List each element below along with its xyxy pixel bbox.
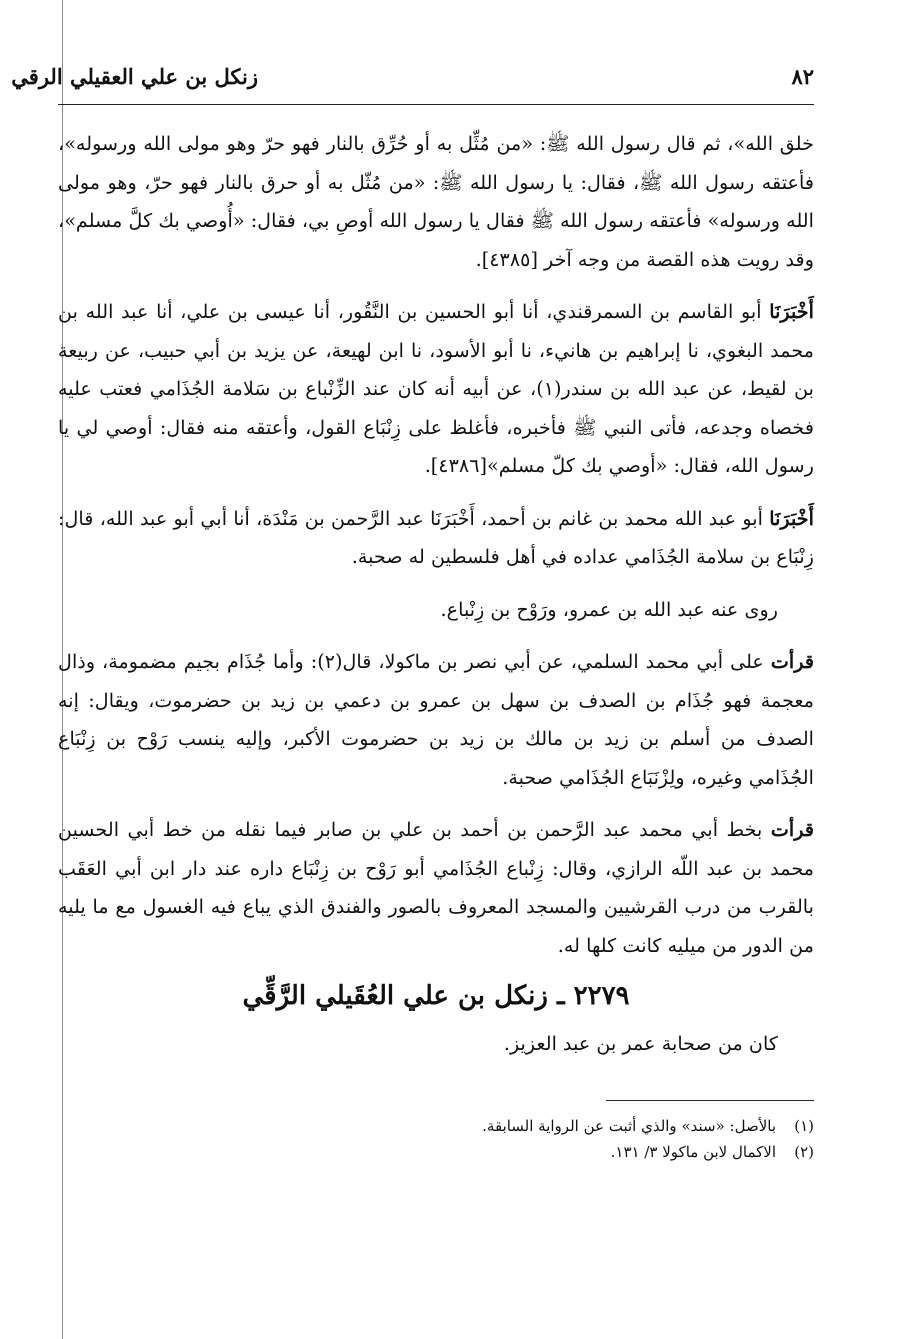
footnote-number: (٢) [794,1143,814,1161]
paragraph-3 [58,500,814,577]
paragraph-5 [58,643,814,797]
paragraph-text: بخط أبي محمد عبد الرَّحمن بن أحمد بن علي بن صابر فيما نقله من خط أبي الحسين محمد بن عبد اللّه الرازي، وقال: زِنْباع الجُذَامي أبو رَوْح بن زِنْبَاع داره عند دار ابن أبي العَقَب بالقرب من درب القرشيين والمسجد المعروف بالصور والفندق الذي يباع فيه الغسول مع ما يليه من الدور من ميليه كانت كلها له. [58,818,814,957]
paragraph-6 [58,811,814,965]
page-header [11,52,814,105]
main-text [58,125,814,1064]
footnote-1 [58,1113,814,1139]
entry-heading: ٢٢٧٩ ـ زنكل بن علي العُقَيلي الرَّقِّي [242,981,630,1011]
paragraph-4 [58,591,814,630]
footnote-divider [606,1100,814,1102]
paragraph-lead: قرأت [770,650,814,673]
paragraph-text: على أبي محمد السلمي، عن أبي نصر بن ماكولا، قال(٢): وأما جُذَام بجيم مضمومة، وذال معجمة فهو جُذَام بن الصدف بن سهل بن عمرو بن دعمي بن زيد بن حضرموت، ويقال: إنه الصدف من أسلم بن زيد بن مالك بن زيد بن حضرموت الأكبر، وإليه ينسب رَوْح بن زِنْبَاع الجُذَامي وغيره، ولِزْنَبَاع الجُذَامي صحبة. [58,650,814,789]
paragraph-text: خلق الله»، ثم قال رسول الله ﷺ: «من مُثِّل به أو حُرِّق بالنار فهو حرّ وهو مولى الله ورسوله»، فأعتقه رسول الله ﷺ، فقال: يا رسول الله ﷺ: «من مُثّل به أو حرق بالنار فهو حرّ، وهو مولى الله ورسوله» فأعتقه رسول الله ﷺ فقال يا رسول الله أوصِ بي، فقال: «أُوصي بك كلَّ مسلم»، وقد رويت هذه القصة من وجه آخر [٤٣٨٥]. [58,132,814,271]
footnotes [58,1113,814,1165]
paragraph-lead: قرأت [770,818,814,841]
entry-paragraph: كان من صحابة عمر بن عبد العزيز. [503,1032,778,1055]
paragraph-text: روى عنه عبد الله بن عمرو، ورَوْح بن زِنْباع. [440,597,778,621]
footnote-number: (١) [794,1117,814,1135]
page-number: ٨٢ [791,64,814,89]
footnote-text: الاكمال لابن ماكولا ٣/ ١٣١. [610,1143,776,1161]
book-page [11,52,815,1312]
paragraph-text: أبو القاسم بن السمرقندي، أنا أبو الحسين بن النَّقُور، أنا عيسى بن علي، أنا عبد الله بن محمد البغوي، نا إبراهيم بن هانيء، نا أبو الأسود، نا ابن لهيعة، عن يزيد بن أبي حبيب، عن ربيعة بن لقيط، عن عبد الله بن سندر(١)، عن أبيه أنه كان عند الزِّنْباع بن سَلامة الجُذَامي فعتب عليه فخصاه وجدعه، فأتى النبي ﷺ فأخبره، فأغلظ على زِنْبَاع القول، وأعتقه منه فقال: أوصي لي يا رسول الله، فقال: «أوصي بك كلّ مسلم»[٤٣٨٦]. [58,300,815,477]
paragraph-2 [58,293,814,486]
paragraph-1 [58,125,814,279]
footnote-2 [58,1139,814,1165]
paragraph-text: أبو عبد الله محمد بن غانم بن أحمد، أَخْبَرَنَا عبد الرَّحمن بن مَنْدَة، أنا أبي أبو عبد الله، قال: زِنْبَاع بن سلامة الجُذَامي عداده في أهل فلسطين له صحبة. [58,506,814,568]
paragraph-lead: أَخْبَرَنَا [769,300,814,323]
running-title: زنكل بن علي العقيلي الرقي [11,64,258,89]
paragraph-lead: أَخْبَرَنَا [769,506,814,530]
footnote-text: بالأصل: «سند» والذي أثبت عن الرواية السابقة. [482,1117,776,1135]
